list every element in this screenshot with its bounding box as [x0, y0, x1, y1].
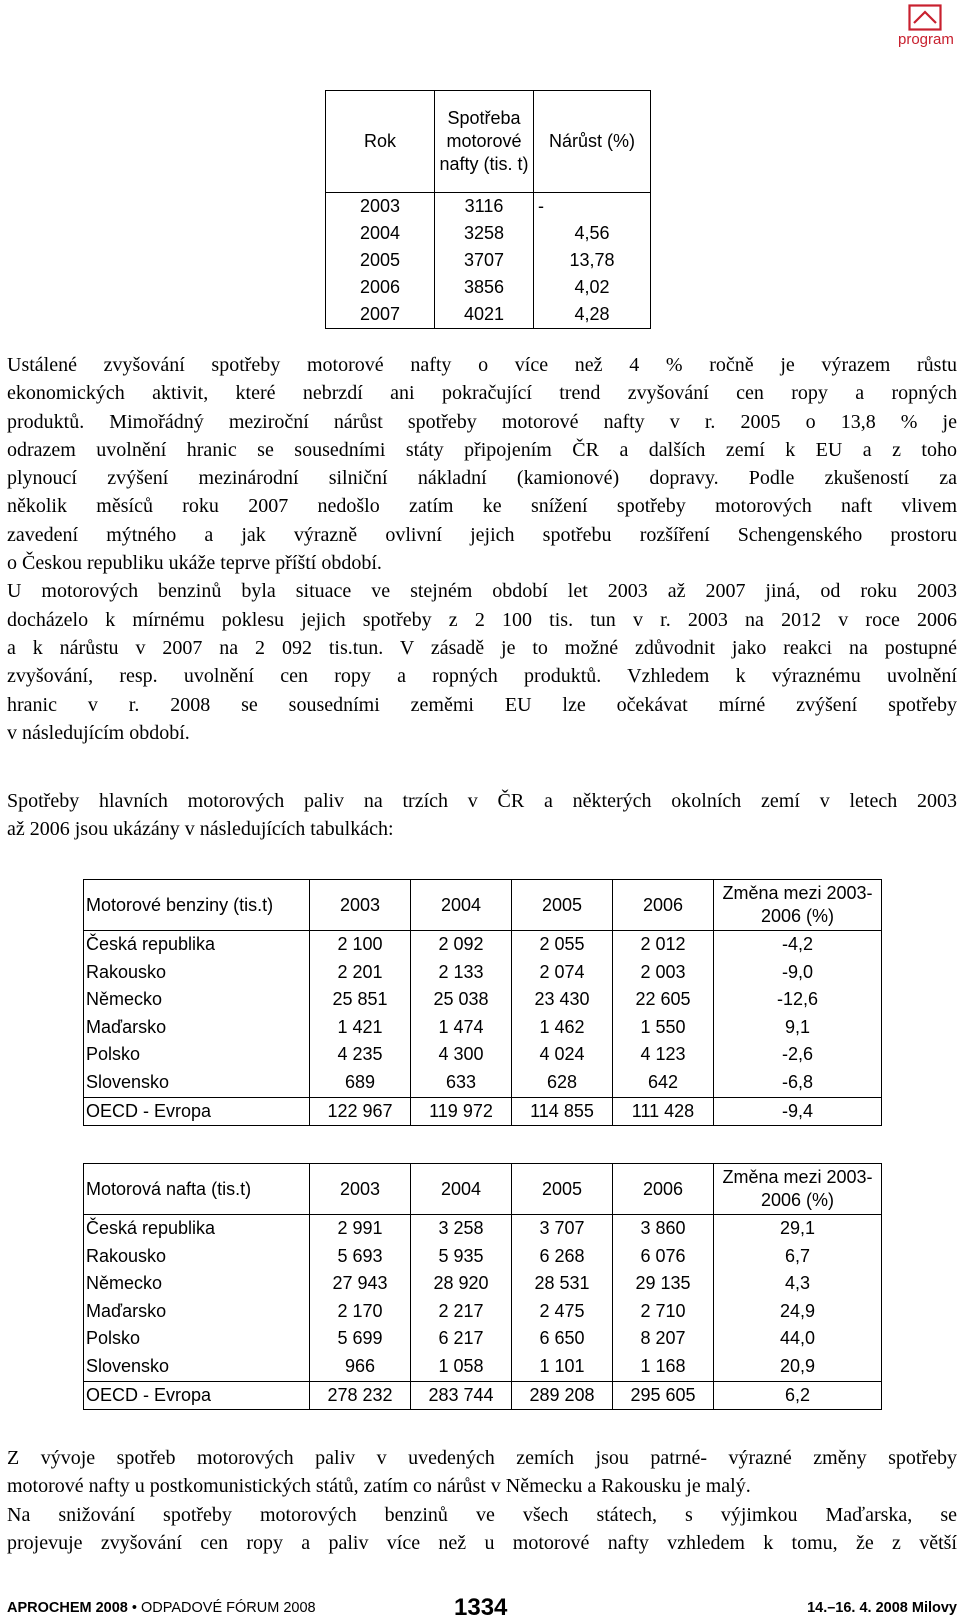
text-line: hranic v r. 2008 se sousedními zeměmi EU lze očekávat mírné zvýšení spotřeby: [7, 693, 957, 716]
footer-conference: [7, 1600, 316, 1616]
text-line: Spotřeby hlavních motorových paliv na trzích v ČR a některých okolních zemí v letech 2003: [7, 790, 957, 812]
cell: Polsko: [86, 1044, 141, 1065]
cell: 1 058: [411, 1353, 512, 1381]
cell: 4 235: [310, 1041, 411, 1069]
cell: 2 092: [411, 931, 512, 959]
cell: 27 943: [310, 1270, 411, 1298]
footer-date-place: 14.–16. 4. 2008 Milovy: [807, 1600, 957, 1616]
cell: 22 605: [613, 986, 714, 1014]
diesel-growth-table: [325, 90, 651, 329]
cell: Česká republika: [86, 934, 216, 954]
footer-aprochem: APROCHEM 2008: [7, 1600, 128, 1616]
cell: 24,9: [714, 1298, 882, 1326]
cell: OECD - Evropa: [84, 1381, 310, 1410]
cell: 3 258: [411, 1215, 512, 1243]
table-row: [84, 1069, 882, 1097]
growth-column: [534, 193, 651, 329]
text-line: projevuje zvyšování cen ropy a paliv více než u motorové nafty vzhledem k tomu, že z větší: [7, 1531, 957, 1554]
footer-separator: •: [131, 1600, 137, 1616]
table-body-row: [326, 193, 651, 329]
cell: 2 003: [613, 959, 714, 987]
text-line: plynoucí zvýšení mezinárodní silniční nákladní (kamionové) dopravy. Podle zkušeností za: [7, 467, 957, 490]
cell: 28 920: [411, 1270, 512, 1298]
consumption-column: [435, 193, 534, 329]
program-logo-icon: [908, 4, 942, 31]
cell: -6,8: [714, 1069, 882, 1097]
cell: 5 935: [411, 1243, 512, 1271]
cell: 29 135: [613, 1270, 714, 1298]
cell: 4,56: [574, 223, 610, 243]
cell: Rakousko: [86, 961, 167, 982]
cell: 6,2: [714, 1381, 882, 1410]
text-line: až 2006 jsou ukázány v následujících tabulkách:: [7, 818, 394, 841]
table-total-row: [84, 1381, 882, 1410]
table-header-row: [84, 880, 882, 931]
cell: 29,1: [714, 1215, 882, 1243]
cell: 2 055: [512, 931, 613, 959]
paragraph-conclusions: [7, 1444, 957, 1557]
cell: 1 474: [411, 1014, 512, 1042]
cell: 3 707: [512, 1215, 613, 1243]
cell: 4,02: [574, 277, 610, 297]
cell: Polsko: [86, 1328, 141, 1349]
cell: 278 232: [310, 1381, 411, 1410]
cell: 966: [310, 1353, 411, 1381]
cell: 28 531: [512, 1270, 613, 1298]
cell: 44,0: [714, 1325, 882, 1353]
cell: 4,28: [574, 304, 610, 324]
table-row: [84, 1041, 882, 1069]
text-line: a k nárůstu v 2007 na 2 092 tis.tun. V zásadě je to možné zdůvodnit jako reakci na postupné: [7, 636, 957, 659]
cell: 289 208: [512, 1381, 613, 1410]
cell: 4 300: [411, 1041, 512, 1069]
cell: 2 991: [310, 1215, 411, 1243]
table-row: [84, 931, 882, 959]
cell: Slovensko: [86, 1071, 170, 1092]
header-cell: 2005: [512, 880, 613, 931]
table-total-row: [84, 1097, 882, 1126]
logo-text: program: [898, 31, 954, 48]
cell: 2 217: [411, 1298, 512, 1326]
cell: 6 268: [512, 1243, 613, 1271]
text-line: produktů. Mimořádný meziroční nárůst spotřeby motorové nafty v r. 2005 o 13,8 % je: [7, 410, 957, 433]
text-line: v následujícím období.: [7, 721, 190, 744]
cell: 3 860: [613, 1215, 714, 1243]
header-cell: 2004: [411, 1164, 512, 1215]
cell: 4021: [463, 304, 505, 324]
cell: 3116: [464, 196, 504, 216]
cell: -9,4: [714, 1097, 882, 1126]
cell: 2 201: [310, 959, 411, 987]
header-cell: 2003: [310, 880, 411, 931]
header-cell: 2003: [310, 1164, 411, 1215]
cell: 23 430: [512, 986, 613, 1014]
header-consumption: Spotřeba motorové nafty (tis. t): [435, 91, 534, 193]
text-line: Na snižování spotřeby motorových benzinů ve všech státech, s výjimkou Maďarska, se: [7, 1503, 957, 1526]
cell: 3258: [463, 223, 505, 243]
cell: OECD - Evropa: [84, 1097, 310, 1126]
cell: 2 133: [411, 959, 512, 987]
cell: 25 851: [310, 986, 411, 1014]
table-row: [84, 1270, 882, 1298]
cell: 13,78: [569, 250, 615, 270]
header-cell: Změna mezi 2003-2006 (%): [714, 1164, 882, 1215]
table-row: [84, 1298, 882, 1326]
cell: 2 100: [310, 931, 411, 959]
cell: 20,9: [714, 1353, 882, 1381]
cell: -2,6: [714, 1041, 882, 1069]
page-footer: [7, 1594, 957, 1620]
cell: 2007: [359, 304, 401, 324]
footer-forum: ODPADOVÉ FÓRUM 2008: [141, 1600, 316, 1616]
header-cell: Motorová nafta (tis.t): [84, 1164, 310, 1215]
cell: 1 421: [310, 1014, 411, 1042]
header-year: Rok: [326, 91, 435, 193]
cell: 2 170: [310, 1298, 411, 1326]
year-column: [326, 193, 435, 329]
cell: 295 605: [613, 1381, 714, 1410]
cell: 4,3: [714, 1270, 882, 1298]
cell: 2 074: [512, 959, 613, 987]
text-line: odrazem uvolnění hranic se sousedními státy připojením ČR a dalších zemí k EU a z toho: [7, 438, 957, 461]
header-cell: 2004: [411, 880, 512, 931]
cell: Maďarsko: [86, 1300, 167, 1321]
text-line: několik měsíců roku 2007 nedošlo zatím ke snížení spotřeby motorových naft vlivem: [7, 495, 957, 518]
cell: 122 967: [310, 1097, 411, 1126]
text-line: motorové nafty u postkomunistických států, zatím co nárůst v Německu a Rakousku je malý.: [7, 1475, 751, 1498]
header-cell: 2006: [613, 1164, 714, 1215]
cell: 628: [512, 1069, 613, 1097]
cell: 2006: [359, 277, 401, 297]
cell: 1 168: [613, 1353, 714, 1381]
cell: 111 428: [613, 1097, 714, 1126]
cell: 642: [613, 1069, 714, 1097]
paragraph-consumption-trends: [7, 351, 957, 747]
cell: 114 855: [512, 1097, 613, 1126]
cell: 6 217: [411, 1325, 512, 1353]
cell: 4 024: [512, 1041, 613, 1069]
header-cell: 2006: [613, 880, 714, 931]
gasoline-consumption-table: [83, 879, 882, 1126]
text-line: U motorových benzinů byla situace ve stejném období let 2003 až 2007 jiná, od roku 2003: [7, 580, 957, 603]
header-cell: 2005: [512, 1164, 613, 1215]
cell: 4 123: [613, 1041, 714, 1069]
cell: Česká republika: [86, 1218, 216, 1238]
header-growth: Nárůst (%): [534, 91, 651, 193]
cell: 2003: [359, 196, 401, 216]
text-line: Z vývoje spotřeb motorových paliv v uvedených zemích jsou patrné- výrazné změny spotřeby: [7, 1447, 957, 1469]
cell: Slovensko: [86, 1355, 170, 1376]
cell: 6 650: [512, 1325, 613, 1353]
table-row: [84, 1353, 882, 1381]
cell: -4,2: [714, 931, 882, 959]
cell: 689: [310, 1069, 411, 1097]
cell: 2 475: [512, 1298, 613, 1326]
table-row: [84, 1014, 882, 1042]
text-line: zvyšování, resp. uvolnění cen ropy a ropných produktů. Vzhledem k výraznému uvolnění: [7, 665, 957, 688]
cell: 5 693: [310, 1243, 411, 1271]
cell: 2005: [359, 250, 401, 270]
cell: 3856: [463, 277, 505, 297]
cell: -12,6: [714, 986, 882, 1014]
cell: Německo: [86, 1273, 163, 1294]
text-line: o Českou republiku ukáže teprve příští období.: [7, 552, 382, 575]
cell: 119 972: [411, 1097, 512, 1126]
cell: 2004: [359, 223, 401, 243]
table-row: [84, 1215, 882, 1243]
table-row: [84, 959, 882, 987]
table-row: [84, 1243, 882, 1271]
text-line: docházelo k mírnému poklesu jejich spotřeby z 2 100 tis. tun v r. 2003 na 2012 v roce 2006: [7, 608, 957, 631]
text-line: Ustálené zvyšování spotřeby motorové nafty o více než 4 % ročně je výrazem růstu: [7, 354, 957, 376]
cell: 633: [411, 1069, 512, 1097]
paragraph-tables-intro: [7, 787, 957, 844]
cell: Maďarsko: [86, 1016, 167, 1037]
cell: 6,7: [714, 1243, 882, 1271]
cell: 8 207: [613, 1325, 714, 1353]
diesel-consumption-table: [83, 1163, 882, 1410]
header-cell: Změna mezi 2003-2006 (%): [714, 880, 882, 931]
text-line: zavedení mýtného a jak výrazně ovlivní jejich spotřebu rozšíření Schengenského prostoru: [7, 523, 957, 546]
table-row: [84, 1325, 882, 1353]
cell: 2 710: [613, 1298, 714, 1326]
cell: Německo: [86, 989, 163, 1010]
cell: -: [538, 196, 544, 216]
table-row: [84, 986, 882, 1014]
text-line: ekonomických aktivit, které nebrzdí ani pokračující trend zvyšování cen ropy a ropných: [7, 382, 957, 405]
table-header-row: [84, 1164, 882, 1215]
cell: 1 550: [613, 1014, 714, 1042]
page-number: 1334: [454, 1594, 508, 1621]
cell: -9,0: [714, 959, 882, 987]
cell: 9,1: [714, 1014, 882, 1042]
header-cell: Motorové benziny (tis.t): [84, 880, 310, 931]
cell: 283 744: [411, 1381, 512, 1410]
table-header-row: [326, 91, 651, 193]
cell: 1 462: [512, 1014, 613, 1042]
cell: 2 012: [613, 931, 714, 959]
cell: Rakousko: [86, 1245, 167, 1266]
cell: 3707: [463, 250, 505, 270]
cell: 5 699: [310, 1325, 411, 1353]
program-logo: [898, 4, 952, 48]
cell: 1 101: [512, 1353, 613, 1381]
cell: 6 076: [613, 1243, 714, 1271]
cell: 25 038: [411, 986, 512, 1014]
